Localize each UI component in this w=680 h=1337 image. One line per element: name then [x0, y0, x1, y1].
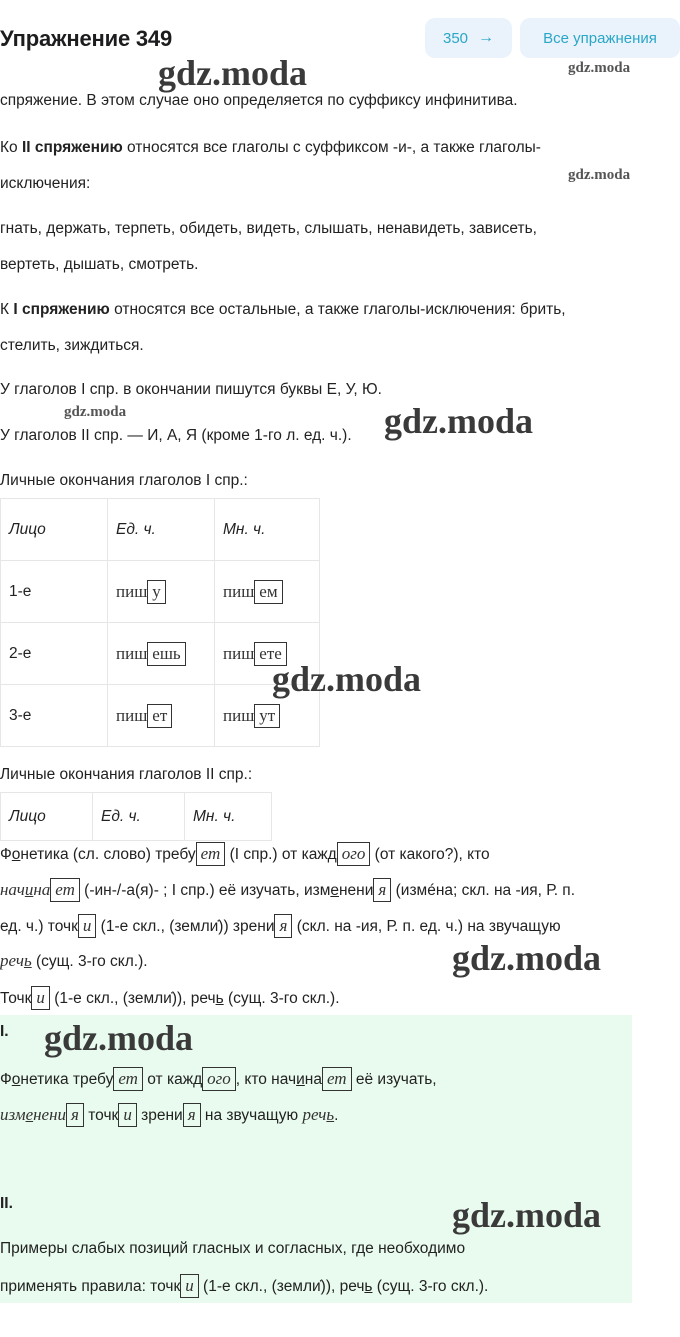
watermark-logo: gdz.moda — [452, 1195, 602, 1235]
watermark-logo: gdz.moda — [384, 401, 534, 441]
watermark-logo: gdz.moda — [568, 167, 631, 183]
watermark-logo: gdz.moda — [452, 938, 602, 978]
next-exercise-button[interactable] — [425, 18, 512, 58]
watermark-logo: gdz.moda — [44, 1018, 194, 1058]
analysis-line-3: ед. ч.) точк и (1-е скл., (земли̇)) зрени я (скл. на -ия, Р. п. ед. ч.) на звучащую — [0, 914, 561, 938]
singular-cell: пиш ешь — [108, 623, 215, 685]
section-2-line-1: Примеры слабых позиций гласных и согласных, где необходимо — [0, 1240, 466, 1257]
table-row — [1, 793, 272, 841]
watermark-logo: gdz.moda — [158, 53, 308, 93]
rule-second-endings: У глаголов II спр. — И, А, Я (кроме 1-го л. ед. ч.). — [0, 427, 352, 444]
section-1-line-1: Фонетика требу ет от кажд ого , кто начина ет её изучать, — [0, 1067, 437, 1091]
table-header-plural: Мн. ч. — [215, 499, 320, 561]
watermark-logo: gdz.moda — [64, 404, 127, 420]
person-cell: 1-е — [1, 561, 108, 623]
analysis-line-4: речь (сущ. 3-го скл.). — [0, 951, 148, 970]
exception-verbs-line-2: вертеть, дышать, смотреть. — [0, 256, 199, 273]
all-exercises-label: Все упражнения — [543, 29, 657, 47]
paragraph-first-conjugation: К I спряжению относятся все остальные, а также глаголы-исключения: брить, — [0, 301, 566, 318]
table-header-person: Лицо — [1, 499, 108, 561]
table-header-person: Лицо — [1, 793, 93, 841]
table-row — [1, 499, 320, 561]
table-row — [1, 561, 320, 623]
table-1-caption: Личные окончания глаголов I спр.: — [0, 472, 248, 489]
plural-cell: пиш ете — [215, 623, 320, 685]
plural-cell: пиш ем — [215, 561, 320, 623]
exception-verbs-line-1: гнать, держать, терпеть, обидеть, видеть, слышать, ненавидеть, зависеть, — [0, 220, 537, 237]
table-2-caption: Личные окончания глаголов II спр.: — [0, 766, 253, 783]
singular-cell: пиш у — [108, 561, 215, 623]
person-cell: 3-е — [1, 685, 108, 747]
singular-cell: пиш ет — [108, 685, 215, 747]
rule-first-endings: У глаголов I спр. в окончании пишутся буквы Е, У, Ю. — [0, 381, 382, 398]
analysis-line-5: Точк и (1-е скл., (земли̇)), речь (сущ. 3-го скл.). — [0, 986, 340, 1010]
arrow-right-icon: → — [478, 29, 495, 46]
next-exercise-label: 350 — [442, 29, 469, 47]
all-exercises-button[interactable] — [520, 18, 680, 58]
endings-table-second — [0, 792, 272, 841]
watermark-logo: gdz.moda — [272, 659, 422, 699]
analysis-line-1: Фонетика (сл. слово) требу ет (I спр.) от кажд ого (от какого?), кто — [0, 842, 494, 866]
section-1-label: I. — [0, 1023, 9, 1040]
plural-cell: пиш ут — [215, 685, 320, 747]
watermark-logo: gdz.moda — [568, 60, 631, 76]
paragraph-second-conjugation: Ко II спряжению относятся все глаголы с суффиксом -и-, а также глаголы- — [0, 139, 541, 156]
table-header-singular: Ед. ч. — [108, 499, 215, 561]
endings-table-first — [0, 498, 320, 747]
section-1-line-2: изменени я точк и зрени я на звучащую речь. — [0, 1103, 338, 1127]
table-header-plural: Мн. ч. — [185, 793, 272, 841]
paragraph-second-conjugation-cont: исключения: — [0, 175, 91, 192]
paragraph-conjugation-intro: спряжение. В этом случае оно определяется по суффиксу инфинитива. — [0, 92, 518, 109]
page-title: Упражнение 349 — [0, 26, 172, 51]
analysis-line-2: начина ет (-ин-/-а(я)- ; I спр.) её изучать, изменени я (измéна; скл. на -ия, Р. п. — [0, 878, 575, 902]
section-2-label: II. — [0, 1195, 13, 1212]
table-header-singular: Ед. ч. — [93, 793, 185, 841]
person-cell: 2-е — [1, 623, 108, 685]
paragraph-first-conjugation-cont: стелить, зиждиться. — [0, 337, 144, 354]
section-2-line-2: применять правила: точк и (1-е скл., (земли̇)), речь (сущ. 3-го скл.). — [0, 1274, 488, 1298]
